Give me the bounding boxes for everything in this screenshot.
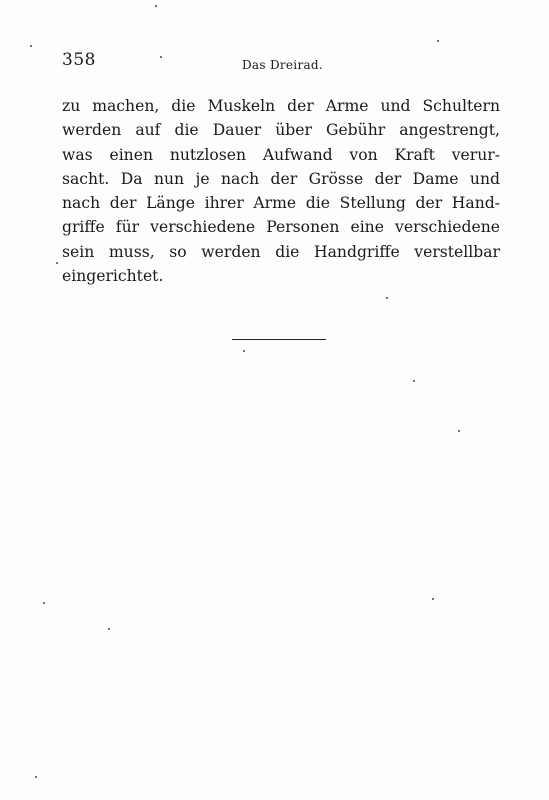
scan-speck — [56, 262, 58, 264]
scan-speck — [432, 598, 434, 600]
scan-speck — [243, 350, 245, 352]
text-line: eingerichtet. — [62, 267, 164, 286]
scan-speck — [108, 628, 110, 630]
text-line: zu machen, die Muskeln der Arme und Schultern — [62, 97, 500, 115]
section-end-rule — [232, 339, 326, 340]
text-line: werden auf die Dauer über Gebühr angestrengt, — [62, 121, 500, 140]
text-line: sein muss, so werden die Handgriffe verstellbar — [62, 242, 500, 261]
running-head: Das Dreirad. — [242, 58, 324, 72]
text-line: sacht. Da nun je nach der Grösse der Dame und — [62, 169, 500, 188]
text-line: nach der Länge ihrer Arme die Stellung der Hand- — [62, 194, 500, 213]
text-line: griffe für verschiedene Personen eine verschiedene — [62, 218, 500, 237]
scan-speck — [458, 430, 460, 432]
text-line: was einen nutzlosen Aufwand von Kraft verur- — [62, 145, 500, 164]
scan-speck — [386, 297, 388, 299]
scan-speck — [413, 380, 415, 382]
scan-speck — [30, 45, 32, 47]
scan-speck — [160, 56, 162, 58]
scan-speck — [43, 602, 45, 604]
scan-speck — [155, 5, 157, 7]
body-paragraph — [62, 94, 500, 288]
scan-speck — [437, 40, 439, 42]
page-number: 358 — [62, 50, 96, 70]
scan-speck — [35, 776, 37, 778]
